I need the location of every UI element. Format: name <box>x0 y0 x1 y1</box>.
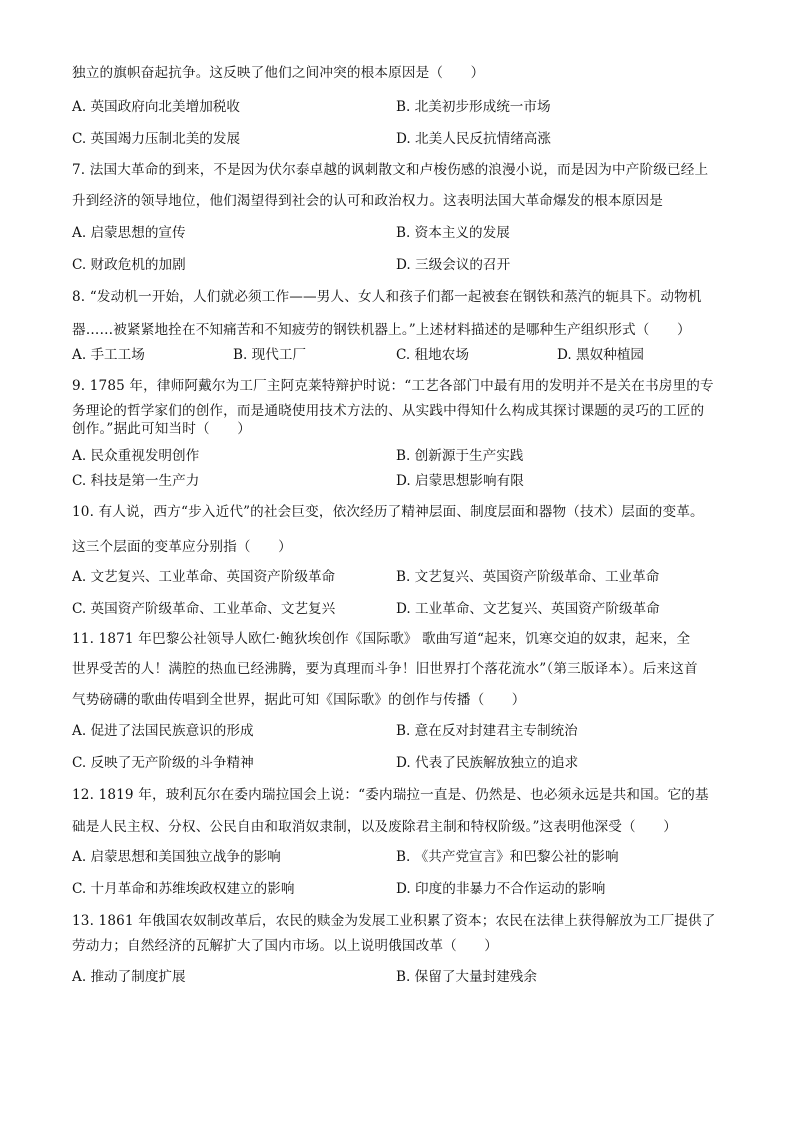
question-12-stem-line: 础是人民主权、分权、公民自由和取消奴隶制，以及废除君主制和特权阶级。”这表明他深受（ ） <box>72 819 678 835</box>
question-11-option[interactable]: D. 代表了民族解放独立的追求 <box>396 755 579 771</box>
question-8-stem-line: 8. “发动机一开始，人们就必须工作——男人、女人和孩子们都一起被套在钢铁和蒸汽的轭具下。动物机 <box>72 289 702 305</box>
question-7-option[interactable]: B. 资本主义的发展 <box>396 225 510 241</box>
question-12-stem-line: 12. 1819 年，玻利瓦尔在委内瑞拉国会上说：“委内瑞拉一直是、仍然是、也必须永远是共和国。它的基 <box>72 787 709 803</box>
question-10-option[interactable]: B. 文艺复兴、英国资产阶级革命、工业革命 <box>396 569 660 585</box>
question-9-option[interactable]: D. 启蒙思想影响有限 <box>396 473 524 489</box>
question-13-option[interactable]: B. 保留了大量封建残余 <box>396 969 537 985</box>
question-11-option[interactable]: B. 意在反对封建君主专制统治 <box>396 723 578 739</box>
question-10-stem-line: 这三个层面的变革应分别指（ ） <box>72 539 292 555</box>
question-10-option[interactable]: C. 英国资产阶级革命、工业革命、文艺复兴 <box>72 601 336 617</box>
question-7-stem-line: 7. 法国大革命的到来，不是因为伏尔泰卓越的讽刺散文和卢梭伤感的浪漫小说，而是因为中产阶级已经上 <box>72 162 709 178</box>
question-9-stem-line: 创作。”据此可知当时（ ） <box>72 421 251 437</box>
question-12-option[interactable]: A. 启蒙思想和美国独立战争的影响 <box>72 849 281 865</box>
question-9-stem-line: 9. 1785 年，律师阿戴尔为工厂主阿克莱特辩护时说：“工艺各部门中最有用的发明并不是关在书房里的专 <box>72 378 714 394</box>
question-8-stem-line: 器……被紧紧地拴在不知痛苦和不知疲劳的钢铁机器上。”上述材料描述的是哪种生产组织形式（ ） <box>72 322 691 338</box>
question-9-option[interactable]: B. 创新源于生产实践 <box>396 448 524 464</box>
question-11-stem-line: 世界受苦的人！满腔的热血已经沸腾，要为真理而斗争！旧世界打个落花流水”（第三版译本）。后来这首 <box>72 661 698 677</box>
question-12-option[interactable]: B. 《共产党宣言》和巴黎公社的影响 <box>396 849 619 865</box>
question-11-stem-line: 11. 1871 年巴黎公社领导人欧仁·鲍狄埃创作《国际歌》 歌曲写道“起来，饥寒交迫的奴隶，起来，全 <box>72 631 691 647</box>
question-9-option[interactable]: A. 民众重视发明创作 <box>72 448 200 464</box>
question-7-option[interactable]: C. 财政危机的加剧 <box>72 257 186 273</box>
question-7-stem-line: 升到经济的领导地位，他们渴望得到社会的认可和政治权力。这表明法国大革命爆发的根本原因是 <box>72 193 663 209</box>
question-6-tail-option[interactable]: B. 北美初步形成统一市场 <box>396 99 551 115</box>
question-11-option[interactable]: C. 反映了无产阶级的斗争精神 <box>72 755 254 771</box>
question-8-option[interactable]: A. 手工工场 <box>72 347 145 363</box>
question-6-tail-option[interactable]: A. 英国政府向北美增加税收 <box>72 99 240 115</box>
question-6-tail-option[interactable]: D. 北美人民反抗情绪高涨 <box>396 131 551 147</box>
question-9-option[interactable]: C. 科技是第一生产力 <box>72 473 200 489</box>
question-12-option[interactable]: D. 印度的非暴力不合作运动的影响 <box>396 881 606 897</box>
question-13-stem-line: 13. 1861 年俄国农奴制改革后，农民的赎金为发展工业积累了资本；农民在法律上获得解放为工厂提供了 <box>72 913 716 929</box>
question-10-option[interactable]: A. 文艺复兴、工业革命、英国资产阶级革命 <box>72 569 336 585</box>
question-10-option[interactable]: D. 工业革命、文艺复兴、英国资产阶级革命 <box>396 601 660 617</box>
question-13-stem-line: 劳动力；自然经济的瓦解扩大了国内市场。以上说明俄国改革（ ） <box>72 938 499 954</box>
question-13-option[interactable]: A. 推动了制度扩展 <box>72 969 186 985</box>
question-7-option[interactable]: D. 三级会议的召开 <box>396 257 511 273</box>
question-6-tail-stem-line: 独立的旗帜奋起抗争。这反映了他们之间冲突的根本原因是（ ） <box>72 65 485 81</box>
question-8-option[interactable]: D. 黑奴种植园 <box>557 347 645 363</box>
question-9-stem-line: 务理论的哲学家们的创作，而是通晓使用技术方法的、从实践中得知什么构成其探讨课题的灵巧的工匠的 <box>72 403 705 419</box>
question-11-stem-line: 气势磅礴的歌曲传唱到全世界，据此可知《国际歌》的创作与传播（ ） <box>72 692 526 708</box>
question-8-option[interactable]: B. 现代工厂 <box>233 347 307 363</box>
question-6-tail-option[interactable]: C. 英国竭力压制北美的发展 <box>72 131 241 147</box>
question-8-option[interactable]: C. 租地农场 <box>396 347 469 363</box>
question-12-option[interactable]: C. 十月革命和苏维埃政权建立的影响 <box>72 881 295 897</box>
question-7-option[interactable]: A. 启蒙思想的宣传 <box>72 225 186 241</box>
question-11-option[interactable]: A. 促进了法国民族意识的形成 <box>72 723 254 739</box>
question-10-stem-line: 10. 有人说，西方“步入近代”的社会巨变，依次经历了精神层面、制度层面和器物（技术）层面的变革。 <box>72 504 704 520</box>
